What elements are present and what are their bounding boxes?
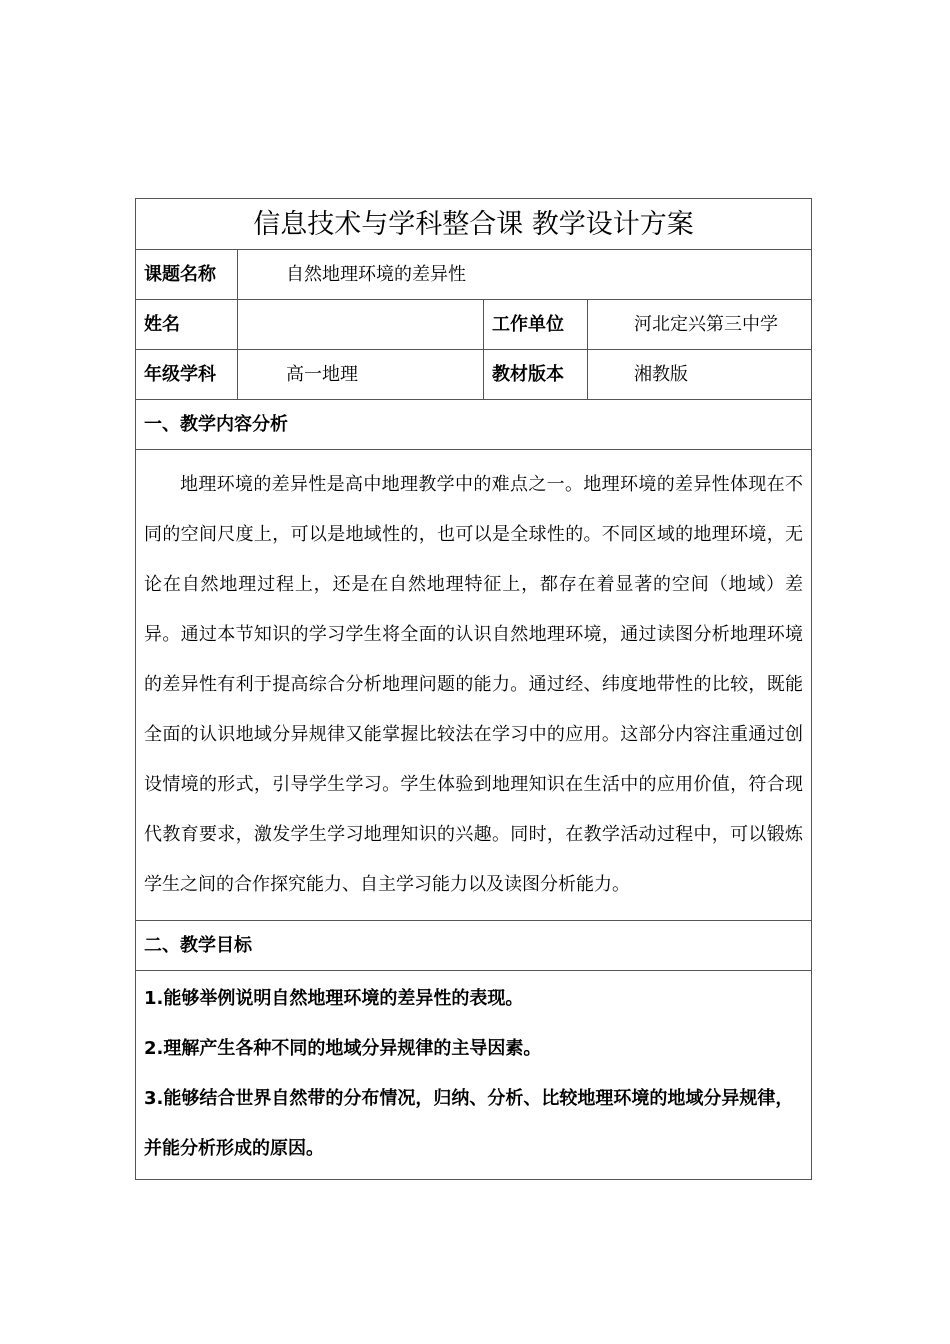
section1-body [136, 450, 812, 921]
goal-item: 1.能够举例说明自然地理环境的差异性的表现。 [144, 988, 524, 1009]
lesson-plan-table [135, 198, 812, 1180]
grade-value: 高一地理 [238, 350, 484, 400]
section1-heading: 一、教学内容分析 [136, 400, 812, 450]
title-row [136, 199, 812, 250]
edition-label: 教材版本 [484, 350, 588, 400]
document-title: 信息技术与学科整合课 教学设计方案 [136, 199, 812, 250]
grade-label: 年级学科 [136, 350, 238, 400]
goal-item: 2.理解产生各种不同的地域分异规律的主导因素。 [144, 1038, 542, 1059]
section1-body-row [136, 450, 812, 921]
unit-label: 工作单位 [484, 300, 588, 350]
content-analysis-paragraph: 地理环境的差异性是高中地理教学中的难点之一。地理环境的差异性体现在不同的空间尺度上，可以是地域性的，也可以是全球性的。不同区域的地理环境，无论在自然地理过程上，还是在自然地理特征上，都存在着显著的空间（地域）差异。通过本节知识的学习学生将全面的认识自然地理环境，通过读图分析地理环境的差异性有利于提高综合分析地理问题的能力。通过经、纬度地带性的比较，既能全面的认识地域分异规律又能掌握比较法在学习中的应用。这部分内容注重通过创设情境的形式，引导学生学习。学生体验到地理知识在生活中的应用价值，符合现代教育要求，激发学生学习地理知识的兴趣。同时，在教学活动过程中，可以锻炼学生之间的合作探究能力、自主学习能力以及读图分析能力。 [144, 474, 804, 895]
topic-label: 课题名称 [136, 250, 238, 300]
section2-heading: 二、教学目标 [136, 921, 812, 971]
name-label: 姓名 [136, 300, 238, 350]
grade-row [136, 350, 812, 400]
section1-heading-row [136, 400, 812, 450]
goal-item: 3.能够结合世界自然带的分布情况，归纳、分析、比较地理环境的地域分异规律，并能分析形成的原因。 [144, 1088, 794, 1159]
section2-heading-row [136, 921, 812, 971]
edition-value: 湘教版 [588, 350, 812, 400]
section2-body-row [136, 971, 812, 1180]
name-value [238, 300, 484, 350]
topic-row [136, 250, 812, 300]
topic-value: 自然地理环境的差异性 [238, 250, 812, 300]
unit-value: 河北定兴第三中学 [588, 300, 812, 350]
goals-list [136, 971, 812, 1180]
name-row [136, 300, 812, 350]
